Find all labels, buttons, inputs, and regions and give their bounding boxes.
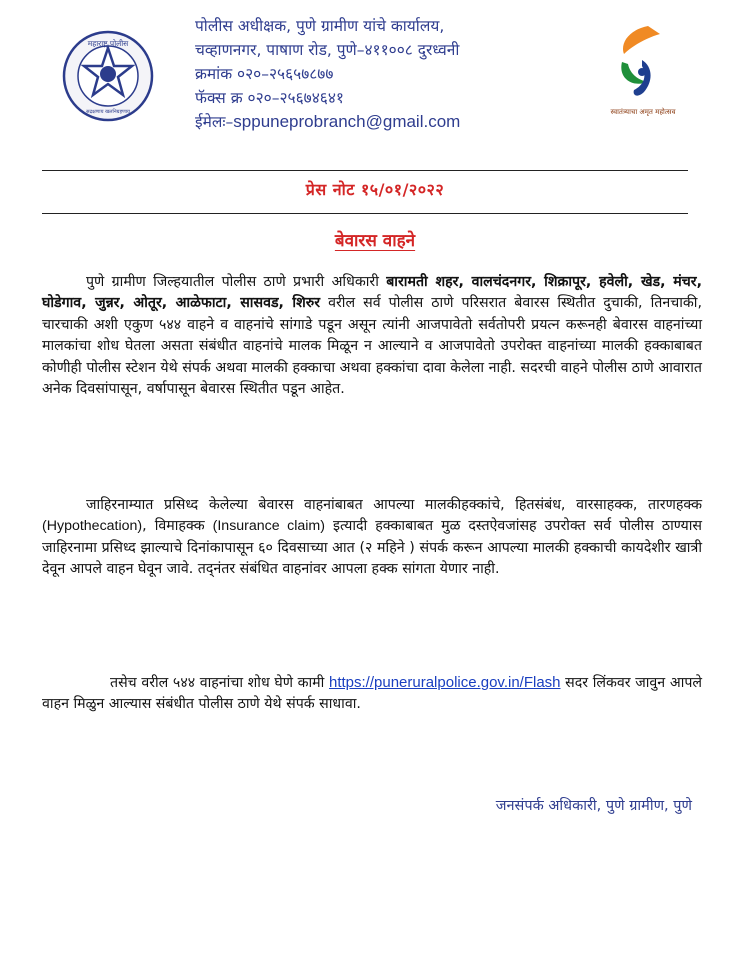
bottom-divider	[42, 213, 688, 214]
insurance-claim-term: (Insurance claim)	[212, 518, 325, 535]
phone-number: क्रमांक ०२०–२५६५७८७७	[195, 65, 334, 83]
paragraph3-part2: सदर लिंकवर जावुन आपले वाहन मिळुन आल्यास संबंधीत पोलीस ठाणे येथे संपर्क साधावा.	[42, 675, 702, 713]
signatory: जनसंपर्क अधिकारी, पुणे ग्रामीण, पुणे	[495, 798, 692, 814]
office-name: पोलीस अधीक्षक, पुणे ग्रामीण यांचे कार्यालय,	[195, 17, 445, 35]
office-address-block	[195, 14, 595, 134]
hypothecation-term: (Hypothecation)	[42, 518, 143, 535]
maharashtra-police-emblem-icon	[62, 30, 154, 122]
emblem-text-top: महाराष्ट्र पोलीस	[87, 39, 129, 48]
email-line	[195, 110, 595, 134]
flash-link[interactable]: https://puneruralpolice.gov.in/Flash	[328, 674, 561, 691]
email-label: ईमेलः–	[195, 113, 234, 131]
amrit-mahotsav-icon	[608, 22, 674, 108]
letterhead	[0, 0, 750, 160]
press-note-number: प्रेस नोट १५/०१/२०२२	[305, 180, 445, 199]
notice-title-text: बेवारस वाहने	[334, 231, 416, 251]
email-address[interactable]: sppuneprobranch@gmail.com	[233, 112, 461, 131]
paragraph3-part1: तसेच वरील ५४४ वाहनांचा शोध घेणे कामी	[110, 675, 329, 691]
azadi-ka-amrit-mahotsav-logo	[608, 22, 674, 122]
office-address: चव्हाणनगर, पाषाण रोड, पुणे–४११००८ दुरध्वनी	[195, 41, 460, 59]
paragraph2-part1: जाहिरनाम्यात प्रसिध्द केलेल्या बेवारस वाहनांबाबत आपल्या मालकीहक्कांचे, हितसंबंध, वारसाहक्क, तारणहक्क	[86, 497, 702, 513]
paragraph1-body: वरील सर्व पोलीस ठाणे परिसरात बेवारस स्थितीत दुचाकी, तिनचाकी, चारचाकी अशी एकुण ५४४ वाहने व वाहनांचे सांगाडे पडून असून त्यांनी आजपावेतो सर्वतोपरी प्रयत्न करूनही बेवारस वाहनांच्या मालकांचा शोध घेतला असता संबंधीत वाहनांचे मालक मिळून न आल्याने व आजपावेतो उपरोक्त वाहनांच्या मालकी हक्काबाबत कोणीही पोलीस स्टेशन येथे संपर्क अथवा मालकी हक्काचा अथवा हक्कांचा दावा केलेला नाही. सदरची वाहने पोलीस ठाणे आवारात अनेक दिवसांपासून, वर्षापासून बेवारस स्थितीत पडून आहेत.	[42, 295, 702, 398]
paragraph-unclaimed-vehicles	[42, 272, 702, 400]
police-station-list: बारामती शहर, वालचंदनगर, शिक्रापूर, हवेली, खेड, मंचर, घोडेगाव, जुन्नर, ओतूर, आळेफाटा, सासवड, शिरुर	[42, 274, 702, 312]
fax-number: फॅक्स क्र ०२०–२५६७४६४१	[195, 89, 344, 107]
paragraph-claim-instructions	[42, 495, 702, 581]
amrit-mahotsav-caption: स्वातंत्र्याचा अमृत महोत्सव	[610, 108, 676, 116]
paragraph2-part3: इत्यादी हक्काबाबत मुळ दस्तऐवजांसह उपरोक्त सर्व पोलीस ठाण्यास जाहिरनामा प्रसिध्द झाल्याचे दिनांकापासून ६० दिवसाच्या आत (२ महिने ) संपर्क करून आपल्या मालकी हक्काची कायदेशीर खात्री देवून आपले वाहन घेवून जावे. तद्नंतर संबंधित वाहनांवर आपला हक्क सांगता येणार नाही.	[42, 518, 702, 578]
notice-title	[0, 228, 750, 251]
emblem-text-bottom: सद्रक्षणाय खलनिग्रहणाय	[86, 109, 130, 115]
paragraph2-part2: , विमाहक्क	[142, 518, 213, 535]
paragraph-search-link	[42, 672, 702, 716]
top-divider	[42, 170, 688, 171]
paragraph1-intro: पुणे ग्रामीण जिल्हयातील पोलीस ठाणे प्रभारी अधिकारी	[86, 274, 387, 290]
